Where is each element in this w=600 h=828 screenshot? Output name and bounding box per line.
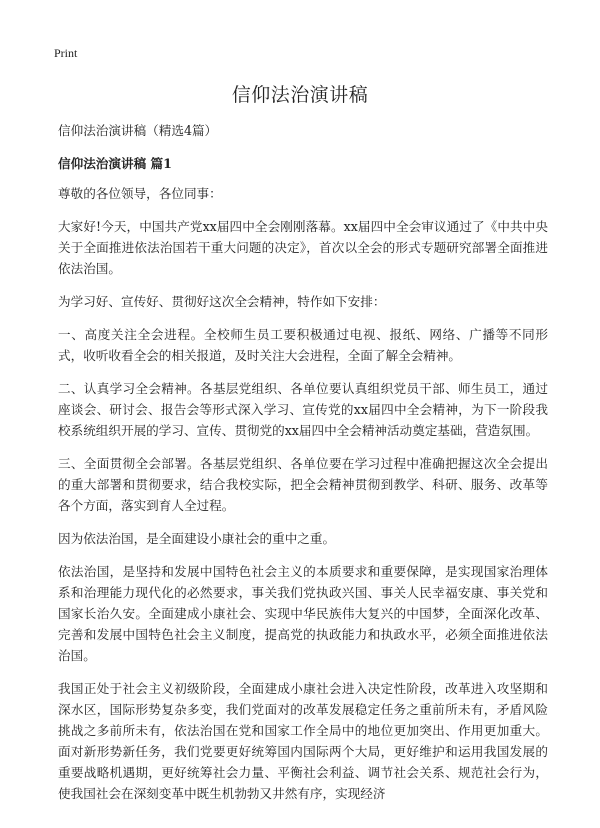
- paragraph: 因为依法治国，是全面建设小康社会的重中之重。: [58, 531, 336, 546]
- paragraph: 为学习好、宣传好、贯彻好这次全会精神，特作如下安排：: [58, 294, 386, 309]
- page-title: 信仰法治演讲稿: [231, 84, 369, 106]
- print-link[interactable]: Print: [54, 46, 78, 60]
- paragraph: 依法治国，是坚持和发展中国特色社会主义的本质要求和重要保障，是实现国家治理体系和治理能力现代化的必然要求，事关我们党执政兴国、事关人民幸福安康、事关党和国家长治久安。全面建成小康社会、实现中华民族伟大复兴的中国梦，全面深化改革、完善和发展中国特色社会主义制度，提高党的执政能力和执政水平，必须全面推进依法治国。: [58, 564, 548, 663]
- paragraph: 二、认真学习全会精神。各基层党组织、各单位要认真组织党员干部、师生员工，通过座谈会、研讨会、报告会等形式深入学习、宣传党的xx届四中全会精神，为下一阶段我校系统组织开展的学习、宣传、贯彻党的xx届四中全会精神活动奠定基础，营造氛围。: [58, 381, 548, 438]
- paragraph: 三、全面贯彻全会部署。各基层党组织、各单位要在学习过程中准确把握这次全会提出的重大部署和贯彻要求，结合我校实际，把全会精神贯彻到教学、科研、服务、改革等各个方面，落实到育人全过程。: [58, 456, 548, 513]
- document-subtitle: 信仰法治演讲稿（精选4篇）: [58, 123, 218, 138]
- document-body: [58, 120, 548, 816]
- paragraph: 一、高度关注全会进程。全校师生员工要积极通过电视、报纸、网络、广播等不同形式，收听收看全会的相关报道，及时关注大会进程，全面了解全会精神。: [58, 327, 548, 363]
- paragraph-greeting: 尊敬的各位领导，各位同事：: [58, 186, 222, 201]
- paragraph: 我国正处于社会主义初级阶段，全面建成小康社会进入决定性阶段，改革进入攻坚期和深水区，国际形势复杂多变，我们党面对的改革发展稳定任务之重前所未有，矛盾风险挑战之多前所未有，依法治国在党和国家工作全局中的地位更加突出、作用更加重大。面对新形势新任务，我们党要更好统筹国内国际两个大局，更好维护和运用我国发展的重要战略机遇期，更好统筹社会力量、平衡社会利益、调节社会关系、规范社会行为，使我国社会在深刻变革中既生机勃勃又井然有序，实现经济: [58, 681, 548, 801]
- section-heading: 信仰法治演讲稿 篇1: [58, 156, 172, 171]
- paragraph: 大家好!今天，中国共产党xx届四中全会刚刚落幕。xx届四中全会审议通过了《中共中央关于全面推进依法治国若干重大问题的决定》，首次以全会的形式专题研究部署全面推进依法治国。: [58, 219, 548, 276]
